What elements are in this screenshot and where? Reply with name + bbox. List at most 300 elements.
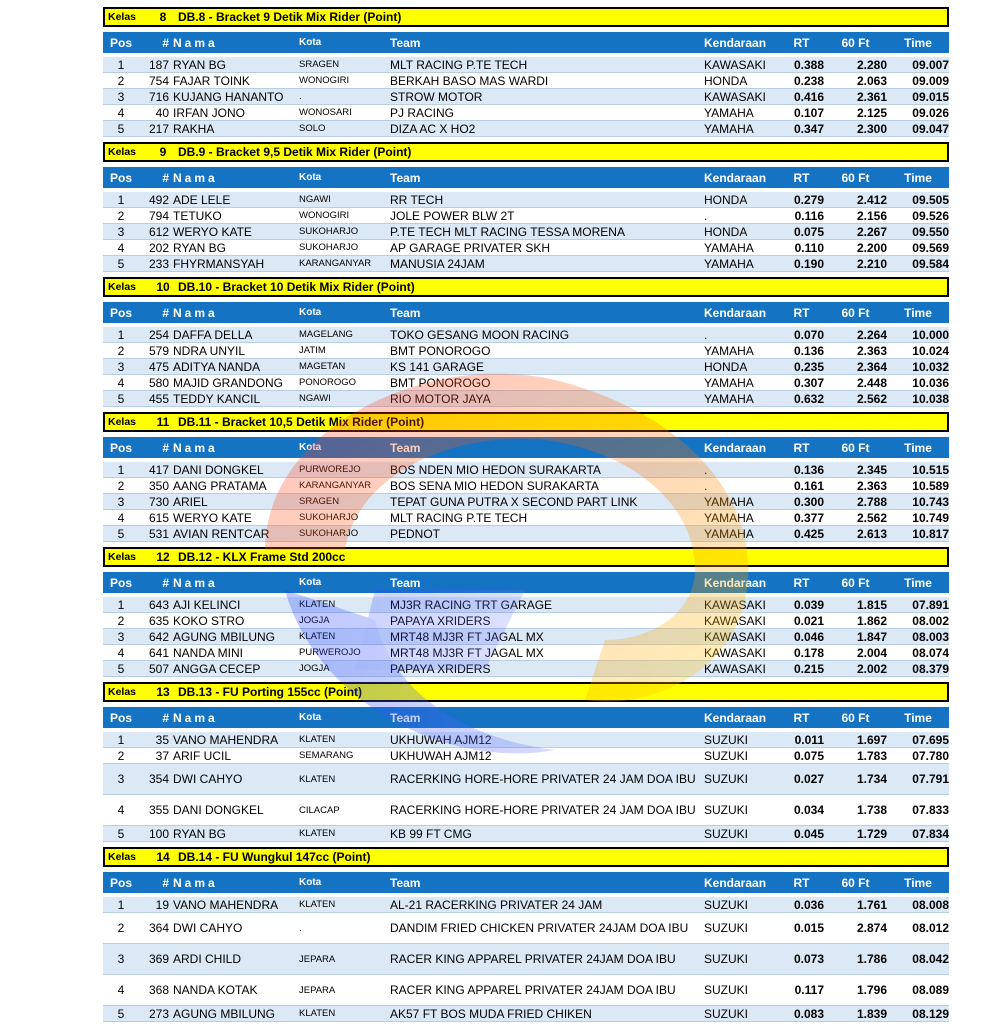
cell-no: 716 bbox=[148, 89, 169, 104]
header-no: # bbox=[162, 710, 169, 725]
cell-sixty: 2.364 bbox=[856, 359, 887, 374]
cell-pos: 5 bbox=[117, 121, 125, 136]
header-kendaraan: Kendaraan bbox=[704, 35, 767, 50]
cell-sixty: 1.796 bbox=[856, 983, 887, 997]
cell-rt: 0.388 bbox=[793, 57, 824, 72]
cell-nama: AJI KELINCI bbox=[173, 597, 241, 612]
table-row bbox=[103, 764, 949, 795]
cell-sixty: 1.862 bbox=[856, 613, 887, 628]
table-row bbox=[103, 661, 949, 677]
cell-pos: 4 bbox=[117, 645, 125, 660]
class-title: DB.11 - Bracket 10,5 Detik Mix Rider (Point) bbox=[178, 415, 425, 429]
header-time: Time bbox=[904, 35, 932, 50]
cell-kendaraan: SUZUKI bbox=[704, 983, 749, 997]
cell-pos: 3 bbox=[117, 772, 125, 786]
cell-nama: FAJAR TOINK bbox=[173, 73, 250, 88]
cell-nama: TETUKO bbox=[173, 208, 222, 223]
header-sixty: 60 Ft bbox=[841, 710, 870, 725]
table-row bbox=[103, 375, 949, 391]
cell-sixty: 1.847 bbox=[856, 629, 887, 644]
cell-no: 187 bbox=[148, 57, 169, 72]
cell-pos: 1 bbox=[117, 57, 125, 72]
cell-time: 09.007 bbox=[912, 57, 949, 72]
header-team: Team bbox=[390, 170, 421, 185]
cell-rt: 0.190 bbox=[793, 256, 824, 271]
cell-nama: ANGGA CECEP bbox=[173, 661, 261, 676]
cell-time: 09.569 bbox=[912, 240, 949, 255]
cell-pos: 3 bbox=[117, 89, 125, 104]
cell-pos: 1 bbox=[117, 462, 125, 477]
cell-nama: FHYRMANSYAH bbox=[173, 256, 265, 271]
cell-team: MRT48 MJ3R FT JAGAL MX bbox=[390, 645, 544, 660]
cell-kota: PURWEROJO bbox=[299, 647, 361, 658]
cell-rt: 0.107 bbox=[793, 105, 824, 120]
cell-sixty: 2.874 bbox=[856, 921, 887, 935]
cell-nama: NANDA MINI bbox=[173, 645, 244, 660]
cell-no: 612 bbox=[148, 224, 169, 239]
class-kelas: Kelas bbox=[108, 686, 137, 698]
cell-pos: 3 bbox=[117, 629, 125, 644]
cell-sixty: 1.697 bbox=[856, 732, 887, 747]
cell-kota: SUKOHARJO bbox=[299, 528, 359, 539]
cell-kendaraan: KAWASAKI bbox=[704, 597, 766, 612]
cell-sixty: 1.734 bbox=[856, 772, 887, 786]
cell-no: 754 bbox=[148, 73, 169, 88]
header-pos: Pos bbox=[109, 875, 132, 890]
table-row bbox=[103, 192, 949, 208]
cell-time: 08.008 bbox=[912, 897, 949, 912]
cell-sixty: 2.345 bbox=[856, 462, 887, 477]
cell-nama: MAJID GRANDONG bbox=[173, 375, 284, 390]
cell-time: 09.026 bbox=[912, 105, 949, 120]
cell-kendaraan: KAWASAKI bbox=[704, 661, 766, 676]
class-block bbox=[103, 842, 949, 1022]
cell-kota: . bbox=[299, 922, 302, 934]
cell-pos: 1 bbox=[117, 192, 125, 207]
class-block bbox=[103, 407, 949, 542]
cell-rt: 0.015 bbox=[793, 921, 824, 935]
cell-pos: 4 bbox=[117, 803, 125, 817]
cell-team: UKHUWAH AJM12 bbox=[390, 748, 492, 763]
cell-rt: 0.039 bbox=[793, 597, 824, 612]
table-header bbox=[103, 707, 949, 728]
cell-kendaraan: YAMAHA bbox=[704, 256, 754, 271]
header-kendaraan: Kendaraan bbox=[704, 575, 767, 590]
cell-nama: DAFFA DELLA bbox=[173, 327, 253, 342]
cell-team: RACERKING HORE-HORE PRIVATER 24 JAM DOA IBU bbox=[390, 772, 696, 786]
header-team: Team bbox=[390, 575, 421, 590]
cell-pos: 4 bbox=[117, 510, 125, 525]
header-kendaraan: Kendaraan bbox=[704, 875, 767, 890]
cell-sixty: 2.613 bbox=[856, 526, 887, 541]
cell-time: 07.791 bbox=[912, 772, 949, 786]
cell-team: PJ RACING bbox=[390, 105, 455, 120]
cell-kendaraan: KAWASAKI bbox=[704, 613, 766, 628]
cell-pos: 5 bbox=[117, 1006, 125, 1021]
header-time: Time bbox=[904, 170, 932, 185]
header-kendaraan: Kendaraan bbox=[704, 440, 767, 455]
table-row bbox=[103, 613, 949, 629]
table-row bbox=[103, 897, 949, 913]
cell-kota: KARANGANYAR bbox=[299, 480, 372, 491]
cell-pos: 4 bbox=[117, 375, 125, 390]
table-header bbox=[103, 437, 949, 458]
table-row bbox=[103, 256, 949, 272]
header-sixty: 60 Ft bbox=[841, 440, 870, 455]
cell-time: 09.584 bbox=[912, 256, 949, 271]
cell-sixty: 2.210 bbox=[856, 256, 887, 271]
header-rt: RT bbox=[793, 170, 810, 185]
class-num: 11 bbox=[156, 415, 170, 429]
cell-rt: 0.632 bbox=[793, 391, 824, 406]
cell-nama: AGUNG MBILUNG bbox=[173, 1006, 276, 1021]
cell-no: 368 bbox=[148, 983, 169, 997]
cell-rt: 0.425 bbox=[793, 526, 824, 541]
cell-no: 730 bbox=[148, 494, 169, 509]
cell-rt: 0.045 bbox=[793, 826, 824, 841]
header-sixty: 60 Ft bbox=[841, 575, 870, 590]
table-rows bbox=[103, 732, 949, 842]
cell-kendaraan: SUZUKI bbox=[704, 732, 749, 747]
cell-team: MLT RACING P.TE TECH bbox=[390, 57, 528, 72]
table-row bbox=[103, 105, 949, 121]
cell-team: UKHUWAH AJM12 bbox=[390, 732, 492, 747]
cell-team: RACER KING APPAREL PRIVATER 24JAM DOA IBU bbox=[390, 983, 676, 997]
cell-pos: 5 bbox=[117, 661, 125, 676]
cell-kendaraan: YAMAHA bbox=[704, 343, 754, 358]
class-header bbox=[103, 412, 949, 432]
cell-pos: 3 bbox=[117, 359, 125, 374]
class-title: DB.8 - Bracket 9 Detik Mix Rider (Point) bbox=[178, 10, 402, 24]
cell-nama: IRFAN JONO bbox=[173, 105, 246, 120]
cell-sixty: 1.783 bbox=[856, 748, 887, 763]
cell-time: 10.817 bbox=[912, 526, 949, 541]
cell-pos: 4 bbox=[117, 240, 125, 255]
cell-no: 202 bbox=[148, 240, 169, 255]
cell-kota: JEPARA bbox=[299, 953, 336, 965]
cell-rt: 0.117 bbox=[794, 983, 824, 997]
header-kota: Kota bbox=[299, 172, 322, 183]
cell-kendaraan: YAMAHA bbox=[704, 121, 754, 136]
table-row bbox=[103, 494, 949, 510]
cell-sixty: 2.300 bbox=[856, 121, 887, 136]
cell-kota: SRAGEN bbox=[299, 59, 340, 70]
cell-pos: 5 bbox=[117, 391, 125, 406]
cell-time: 08.129 bbox=[912, 1006, 949, 1021]
cell-nama: DANI DONGKEL bbox=[173, 803, 264, 817]
class-title: DB.14 - FU Wungkul 147cc (Point) bbox=[178, 850, 371, 864]
table-row bbox=[103, 391, 949, 407]
cell-kota: KLATEN bbox=[299, 1008, 336, 1019]
cell-time: 09.047 bbox=[912, 121, 949, 136]
header-pos: Pos bbox=[109, 35, 132, 50]
header-kota: Kota bbox=[299, 712, 322, 723]
cell-rt: 0.377 bbox=[793, 510, 824, 525]
cell-nama: KOKO STRO bbox=[173, 613, 245, 628]
cell-team: DANDIM FRIED CHICKEN PRIVATER 24JAM DOA IBU bbox=[390, 921, 689, 935]
cell-rt: 0.307 bbox=[793, 375, 824, 390]
table-row bbox=[103, 359, 949, 375]
header-kendaraan: Kendaraan bbox=[704, 305, 767, 320]
class-kelas: Kelas bbox=[108, 11, 137, 23]
cell-no: 531 bbox=[148, 526, 169, 541]
cell-kendaraan: . bbox=[704, 462, 708, 477]
table-row bbox=[103, 510, 949, 526]
cell-kota: JOGJA bbox=[299, 663, 330, 674]
cell-time: 09.009 bbox=[912, 73, 949, 88]
cell-sixty: 2.448 bbox=[856, 375, 887, 390]
cell-kota: SEMARANG bbox=[299, 750, 354, 761]
cell-pos: 1 bbox=[117, 327, 125, 342]
cell-sixty: 2.004 bbox=[856, 645, 887, 660]
table-row bbox=[103, 944, 949, 975]
cell-team: BMT PONOROGO bbox=[390, 343, 491, 358]
cell-sixty: 2.412 bbox=[856, 192, 887, 207]
cell-pos: 1 bbox=[117, 897, 125, 912]
header-rt: RT bbox=[793, 440, 810, 455]
header-kota: Kota bbox=[299, 37, 322, 48]
table-row bbox=[103, 224, 949, 240]
cell-pos: 3 bbox=[117, 952, 125, 966]
cell-team: BOS SENA MIO HEDON SURAKARTA bbox=[390, 478, 599, 493]
cell-no: 273 bbox=[148, 1006, 169, 1021]
cell-kendaraan: SUZUKI bbox=[704, 921, 749, 935]
header-kota: Kota bbox=[299, 877, 322, 888]
cell-kendaraan: HONDA bbox=[704, 192, 748, 207]
table-row bbox=[103, 597, 949, 613]
table-rows bbox=[103, 192, 949, 272]
header-team: Team bbox=[390, 305, 421, 320]
cell-pos: 2 bbox=[117, 73, 125, 88]
cell-kendaraan: SUZUKI bbox=[704, 748, 749, 763]
cell-pos: 2 bbox=[117, 748, 125, 763]
results-container bbox=[103, 7, 949, 1022]
cell-no: 579 bbox=[148, 343, 169, 358]
cell-rt: 0.215 bbox=[793, 661, 824, 676]
cell-rt: 0.036 bbox=[793, 897, 824, 912]
cell-kendaraan: SUZUKI bbox=[704, 897, 749, 912]
cell-no: 580 bbox=[148, 375, 169, 390]
cell-rt: 0.110 bbox=[794, 240, 824, 255]
cell-time: 09.550 bbox=[912, 224, 949, 239]
cell-sixty: 2.002 bbox=[856, 661, 887, 676]
cell-pos: 4 bbox=[117, 983, 125, 997]
class-num: 12 bbox=[156, 550, 170, 564]
cell-time: 09.526 bbox=[912, 208, 949, 223]
table-row bbox=[103, 121, 949, 137]
cell-no: 233 bbox=[148, 256, 169, 271]
cell-sixty: 1.761 bbox=[856, 897, 887, 912]
cell-kota: NGAWI bbox=[299, 194, 331, 205]
cell-kendaraan: SUZUKI bbox=[704, 826, 749, 841]
cell-kota: KLATEN bbox=[299, 599, 336, 610]
cell-kota: JOGJA bbox=[299, 615, 330, 626]
table-rows bbox=[103, 462, 949, 542]
cell-kendaraan: HONDA bbox=[704, 73, 748, 88]
class-num: 10 bbox=[156, 280, 170, 294]
cell-time: 10.032 bbox=[912, 359, 949, 374]
cell-team: TEPAT GUNA PUTRA X SECOND PART LINK bbox=[390, 494, 638, 509]
cell-team: KB 99 FT CMG bbox=[390, 826, 472, 841]
cell-team: JOLE POWER BLW 2T bbox=[390, 208, 515, 223]
header-pos: Pos bbox=[109, 710, 132, 725]
header-no: # bbox=[162, 35, 169, 50]
table-row bbox=[103, 1006, 949, 1022]
cell-time: 08.042 bbox=[912, 952, 949, 966]
cell-nama: DANI DONGKEL bbox=[173, 462, 264, 477]
class-kelas: Kelas bbox=[108, 146, 137, 158]
header-nama: Nama bbox=[173, 305, 218, 320]
cell-nama: ADITYA NANDA bbox=[173, 359, 261, 374]
cell-time: 10.515 bbox=[912, 462, 949, 477]
table-row bbox=[103, 343, 949, 359]
header-team: Team bbox=[390, 35, 421, 50]
cell-rt: 0.300 bbox=[793, 494, 824, 509]
cell-no: 417 bbox=[148, 462, 169, 477]
table-row bbox=[103, 526, 949, 542]
cell-sixty: 2.562 bbox=[856, 391, 887, 406]
cell-pos: 2 bbox=[117, 208, 125, 223]
cell-no: 37 bbox=[155, 748, 169, 763]
cell-nama: DWI CAHYO bbox=[173, 772, 243, 786]
cell-nama: NDRA UNYIL bbox=[173, 343, 246, 358]
cell-kendaraan: SUZUKI bbox=[704, 772, 749, 786]
cell-kendaraan: YAMAHA bbox=[704, 494, 754, 509]
table-row bbox=[103, 732, 949, 748]
cell-sixty: 2.063 bbox=[856, 73, 887, 88]
cell-sixty: 2.562 bbox=[856, 510, 887, 525]
cell-pos: 1 bbox=[117, 732, 125, 747]
cell-time: 08.074 bbox=[912, 645, 949, 660]
cell-team: RIO MOTOR JAYA bbox=[390, 391, 491, 406]
cell-rt: 0.027 bbox=[793, 772, 824, 786]
cell-rt: 0.136 bbox=[793, 343, 824, 358]
cell-kota: SRAGEN bbox=[299, 496, 340, 507]
cell-nama: ADE LELE bbox=[173, 192, 231, 207]
cell-sixty: 2.363 bbox=[856, 478, 887, 493]
class-block bbox=[103, 137, 949, 272]
cell-rt: 0.416 bbox=[793, 89, 824, 104]
cell-kota: PONOROGO bbox=[299, 377, 357, 388]
cell-rt: 0.021 bbox=[793, 613, 824, 628]
header-nama: Nama bbox=[173, 440, 218, 455]
cell-kota: SOLO bbox=[299, 123, 326, 134]
cell-rt: 0.136 bbox=[793, 462, 824, 477]
table-header bbox=[103, 572, 949, 593]
cell-rt: 0.075 bbox=[793, 748, 824, 763]
class-kelas: Kelas bbox=[108, 416, 137, 428]
header-team: Team bbox=[390, 710, 421, 725]
cell-sixty: 2.264 bbox=[856, 327, 887, 342]
cell-sixty: 2.156 bbox=[856, 208, 887, 223]
cell-kendaraan: YAMAHA bbox=[704, 240, 754, 255]
header-time: Time bbox=[904, 440, 932, 455]
cell-sixty: 1.786 bbox=[856, 952, 887, 966]
table-row bbox=[103, 327, 949, 343]
cell-sixty: 2.125 bbox=[856, 105, 887, 120]
header-kendaraan: Kendaraan bbox=[704, 710, 767, 725]
header-sixty: 60 Ft bbox=[841, 305, 870, 320]
cell-no: 254 bbox=[148, 327, 169, 342]
cell-time: 10.036 bbox=[912, 375, 949, 390]
cell-no: 40 bbox=[155, 105, 169, 120]
cell-no: 364 bbox=[148, 921, 169, 935]
class-num: 13 bbox=[156, 685, 170, 699]
class-header bbox=[103, 142, 949, 162]
cell-kota: MAGELANG bbox=[299, 329, 353, 340]
cell-no: 369 bbox=[148, 952, 169, 966]
class-header bbox=[103, 7, 949, 27]
header-no: # bbox=[162, 305, 169, 320]
cell-kota: KLATEN bbox=[299, 734, 336, 745]
cell-team: PAPAYA XRIDERS bbox=[390, 661, 491, 676]
header-nama: Nama bbox=[173, 875, 218, 890]
cell-rt: 0.046 bbox=[793, 629, 824, 644]
cell-no: 794 bbox=[148, 208, 169, 223]
class-title: DB.12 - KLX Frame Std 200cc bbox=[178, 550, 346, 564]
cell-rt: 0.073 bbox=[793, 952, 824, 966]
cell-no: 355 bbox=[148, 803, 169, 817]
table-row bbox=[103, 629, 949, 645]
class-block bbox=[103, 677, 949, 842]
cell-kota: SUKOHARJO bbox=[299, 226, 359, 237]
cell-sixty: 1.738 bbox=[856, 803, 887, 817]
cell-sixty: 2.361 bbox=[856, 89, 887, 104]
cell-nama: RYAN BG bbox=[173, 240, 226, 255]
class-title: DB.13 - FU Porting 155cc (Point) bbox=[178, 685, 363, 699]
cell-team: TOKO GESANG MOON RACING bbox=[390, 327, 570, 342]
header-rt: RT bbox=[793, 305, 810, 320]
cell-rt: 0.235 bbox=[793, 359, 824, 374]
cell-team: P.TE TECH MLT RACING TESSA MORENA bbox=[390, 224, 625, 239]
header-sixty: 60 Ft bbox=[841, 35, 870, 50]
cell-sixty: 2.788 bbox=[856, 494, 887, 509]
cell-nama: KUJANG HANANTO bbox=[173, 89, 284, 104]
table-rows bbox=[103, 57, 949, 137]
cell-time: 07.834 bbox=[912, 826, 949, 841]
table-row bbox=[103, 89, 949, 105]
cell-nama: ARIEL bbox=[173, 494, 208, 509]
cell-no: 455 bbox=[148, 391, 169, 406]
cell-no: 615 bbox=[148, 510, 169, 525]
cell-pos: 4 bbox=[117, 105, 125, 120]
cell-no: 492 bbox=[148, 192, 169, 207]
table-row bbox=[103, 208, 949, 224]
class-header bbox=[103, 847, 949, 867]
cell-nama: ARIF UCIL bbox=[173, 748, 232, 763]
cell-kendaraan: YAMAHA bbox=[704, 526, 754, 541]
cell-kota: MAGETAN bbox=[299, 361, 346, 372]
cell-team: AL-21 RACERKING PRIVATER 24 JAM bbox=[390, 897, 603, 912]
header-pos: Pos bbox=[109, 305, 132, 320]
cell-rt: 0.083 bbox=[793, 1006, 824, 1021]
cell-time: 08.002 bbox=[912, 613, 949, 628]
cell-time: 10.038 bbox=[912, 391, 949, 406]
header-kota: Kota bbox=[299, 577, 322, 588]
cell-time: 10.749 bbox=[912, 510, 949, 525]
cell-team: AP GARAGE PRIVATER SKH bbox=[390, 240, 551, 255]
cell-pos: 5 bbox=[117, 526, 125, 541]
cell-team: BERKAH BASO MAS WARDI bbox=[390, 73, 549, 88]
cell-team: STROW MOTOR bbox=[390, 89, 483, 104]
class-kelas: Kelas bbox=[108, 551, 137, 563]
cell-rt: 0.347 bbox=[793, 121, 824, 136]
cell-kota: JEPARA bbox=[299, 984, 336, 996]
cell-kendaraan: KAWASAKI bbox=[704, 89, 766, 104]
cell-kendaraan: YAMAHA bbox=[704, 510, 754, 525]
header-time: Time bbox=[904, 710, 932, 725]
cell-team: PAPAYA XRIDERS bbox=[390, 613, 491, 628]
